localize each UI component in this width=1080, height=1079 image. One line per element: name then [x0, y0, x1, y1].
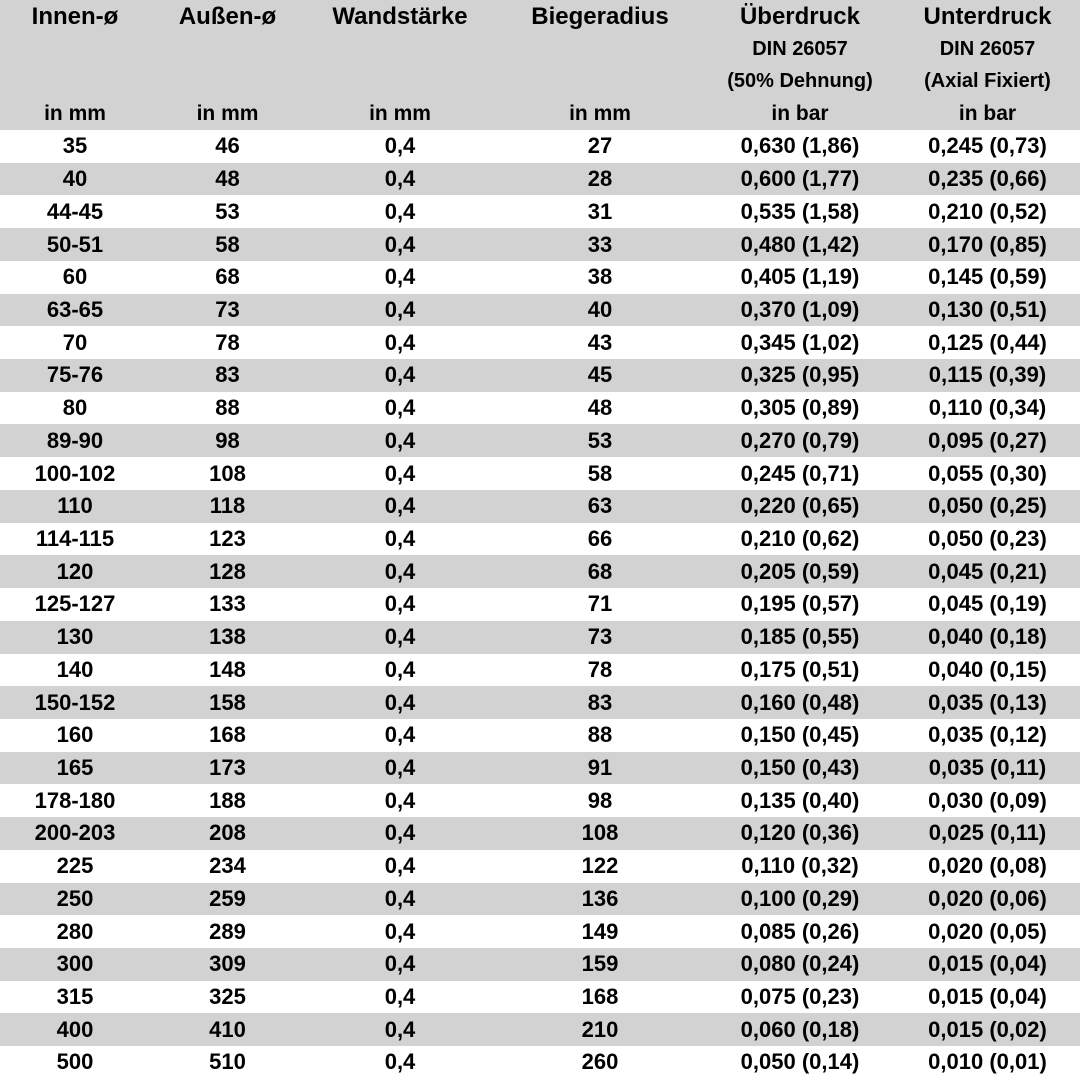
table-cell-biegeradius: 91 [587, 755, 613, 781]
table-cell-wandstaerke: 0,4 [384, 133, 416, 159]
table-row [0, 686, 1080, 719]
table-row [0, 490, 1080, 523]
column-title: Biegeradius [531, 2, 669, 30]
table-cell-wandstaerke: 0,4 [384, 722, 416, 748]
table-cell-unterdruck: 0,245 (0,73) [928, 133, 1047, 159]
table-cell-unterdruck: 0,235 (0,66) [928, 166, 1047, 192]
table-cell-wandstaerke: 0,4 [384, 460, 416, 486]
table-cell-unterdruck: 0,035 (0,11) [928, 755, 1047, 781]
table-cell-aussen-diameter: 138 [209, 624, 246, 650]
table-cell-biegeradius: 159 [581, 951, 619, 977]
table-row [0, 719, 1080, 752]
column-header-unterdruck [895, 0, 1080, 130]
table-cell-aussen-diameter: 53 [215, 198, 240, 224]
table-cell-aussen-diameter: 208 [209, 820, 246, 846]
table-cell-aussen-diameter: 118 [209, 493, 246, 519]
table-cell-ueberdruck: 0,085 (0,26) [740, 918, 860, 944]
table-row [0, 621, 1080, 654]
table-cell-aussen-diameter: 46 [215, 133, 240, 159]
table-cell-biegeradius: 71 [587, 591, 613, 617]
table-row [0, 294, 1080, 327]
column-subtitle-norm [0, 33, 150, 65]
table-row [0, 883, 1080, 916]
table-row [0, 195, 1080, 228]
table-cell-ueberdruck: 0,220 (0,65) [740, 493, 860, 519]
table-cell-biegeradius: 149 [581, 918, 619, 944]
table-cell-wandstaerke: 0,4 [384, 231, 416, 257]
column-subtitle-norm: DIN 26057 [939, 37, 1036, 60]
table-cell-innen-diameter: 70 [62, 329, 88, 355]
column-subtitle-detail [495, 65, 705, 97]
table-cell-innen-diameter: 178-180 [34, 787, 116, 813]
table-cell-unterdruck: 0,045 (0,21) [928, 558, 1047, 584]
table-cell-wandstaerke: 0,4 [384, 427, 416, 453]
table-cell-unterdruck: 0,035 (0,13) [928, 689, 1047, 715]
table-cell-wandstaerke: 0,4 [384, 820, 416, 846]
table-cell-wandstaerke: 0,4 [384, 493, 416, 519]
table-cell-unterdruck: 0,020 (0,05) [928, 918, 1047, 944]
table-cell-biegeradius: 31 [587, 198, 613, 224]
table-row [0, 555, 1080, 588]
table-cell-biegeradius: 108 [581, 820, 619, 846]
table-row [0, 654, 1080, 687]
table-cell-innen-diameter: 225 [56, 853, 94, 879]
table-cell-biegeradius: 28 [587, 166, 613, 192]
table-cell-innen-diameter: 250 [56, 885, 94, 911]
table-row [0, 1046, 1080, 1079]
table-cell-ueberdruck: 0,075 (0,23) [740, 984, 860, 1010]
table-cell-innen-diameter: 315 [56, 984, 94, 1010]
column-subtitle-detail [150, 65, 305, 97]
table-cell-biegeradius: 38 [587, 264, 613, 290]
table-cell-innen-diameter: 89-90 [46, 427, 104, 453]
table-cell-ueberdruck: 0,325 (0,95) [740, 362, 860, 388]
table-cell-wandstaerke: 0,4 [384, 198, 416, 224]
column-title: Unterdruck [923, 2, 1052, 30]
column-subtitle-norm [495, 33, 705, 65]
table-cell-wandstaerke: 0,4 [384, 885, 416, 911]
table-cell-wandstaerke: 0,4 [384, 1049, 416, 1075]
table-cell-aussen-diameter: 289 [209, 918, 246, 944]
table-row [0, 1013, 1080, 1046]
table-cell-unterdruck: 0,170 (0,85) [928, 231, 1047, 257]
table-row [0, 588, 1080, 621]
table-cell-wandstaerke: 0,4 [384, 656, 416, 682]
column-title: Wandstärke [332, 2, 468, 30]
table-cell-innen-diameter: 125-127 [34, 591, 116, 617]
table-cell-innen-diameter: 140 [56, 656, 94, 682]
table-cell-unterdruck: 0,050 (0,25) [928, 493, 1047, 519]
table-cell-wandstaerke: 0,4 [384, 918, 416, 944]
table-cell-aussen-diameter: 148 [209, 656, 246, 682]
table-cell-innen-diameter: 280 [56, 918, 94, 944]
column-unit: in mm [196, 101, 259, 125]
table-cell-innen-diameter: 60 [62, 264, 88, 290]
table-cell-ueberdruck: 0,195 (0,57) [740, 591, 860, 617]
table-cell-aussen-diameter: 410 [209, 1016, 246, 1042]
column-unit: in mm [569, 101, 631, 125]
table-cell-ueberdruck: 0,210 (0,62) [740, 525, 860, 551]
table-cell-biegeradius: 88 [587, 722, 613, 748]
table-cell-biegeradius: 73 [587, 624, 613, 650]
table-cell-wandstaerke: 0,4 [384, 362, 416, 388]
table-cell-unterdruck: 0,130 (0,51) [928, 296, 1047, 322]
table-row [0, 523, 1080, 556]
column-header-biegeradius [495, 0, 705, 130]
column-subtitle-norm [305, 33, 495, 65]
table-cell-unterdruck: 0,015 (0,02) [928, 1016, 1047, 1042]
table-cell-aussen-diameter: 133 [209, 591, 246, 617]
table-cell-wandstaerke: 0,4 [384, 787, 416, 813]
table-cell-biegeradius: 260 [581, 1049, 619, 1075]
table-cell-aussen-diameter: 128 [209, 558, 246, 584]
table-cell-unterdruck: 0,055 (0,30) [928, 460, 1047, 486]
table-cell-ueberdruck: 0,405 (1,19) [740, 264, 860, 290]
table-body [0, 130, 1080, 1079]
table-cell-wandstaerke: 0,4 [384, 296, 416, 322]
table-cell-aussen-diameter: 88 [215, 395, 240, 421]
table-cell-unterdruck: 0,015 (0,04) [928, 984, 1047, 1010]
table-cell-wandstaerke: 0,4 [384, 755, 416, 781]
table-cell-ueberdruck: 0,480 (1,42) [740, 231, 860, 257]
column-subtitle-detail [0, 65, 150, 97]
table-cell-unterdruck: 0,095 (0,27) [928, 427, 1047, 453]
table-cell-aussen-diameter: 48 [215, 166, 240, 192]
column-subtitle-detail: (Axial Fixiert) [924, 69, 1051, 92]
table-cell-unterdruck: 0,045 (0,19) [928, 591, 1047, 617]
table-cell-ueberdruck: 0,270 (0,79) [740, 427, 860, 453]
table-cell-aussen-diameter: 259 [209, 885, 246, 911]
table-cell-innen-diameter: 400 [56, 1016, 94, 1042]
table-cell-ueberdruck: 0,160 (0,48) [740, 689, 860, 715]
table-cell-innen-diameter: 35 [62, 133, 88, 159]
table-cell-biegeradius: 40 [587, 296, 613, 322]
table-cell-aussen-diameter: 325 [209, 984, 246, 1010]
table-cell-wandstaerke: 0,4 [384, 591, 416, 617]
column-title: Außen-ø [178, 2, 277, 30]
table-cell-biegeradius: 98 [587, 787, 613, 813]
column-subtitle-norm [150, 33, 305, 65]
table-cell-biegeradius: 66 [587, 525, 613, 551]
table-cell-biegeradius: 78 [587, 656, 613, 682]
table-cell-innen-diameter: 40 [62, 166, 88, 192]
table-cell-ueberdruck: 0,050 (0,14) [740, 1049, 860, 1075]
table-cell-innen-diameter: 80 [62, 395, 88, 421]
table-cell-aussen-diameter: 168 [209, 722, 246, 748]
table-cell-wandstaerke: 0,4 [384, 166, 416, 192]
table-cell-ueberdruck: 0,175 (0,51) [740, 656, 860, 682]
column-unit: in mm [44, 101, 106, 125]
table-cell-unterdruck: 0,145 (0,59) [928, 264, 1047, 290]
table-row [0, 752, 1080, 785]
table-cell-biegeradius: 210 [581, 1016, 619, 1042]
table-cell-biegeradius: 27 [587, 133, 613, 159]
table-cell-aussen-diameter: 309 [209, 951, 246, 977]
table-cell-innen-diameter: 150-152 [34, 689, 116, 715]
table-cell-aussen-diameter: 158 [209, 689, 246, 715]
table-cell-ueberdruck: 0,600 (1,77) [740, 166, 860, 192]
table-cell-unterdruck: 0,125 (0,44) [928, 329, 1047, 355]
table-cell-wandstaerke: 0,4 [384, 264, 416, 290]
column-subtitle-detail: (50% Dehnung) [727, 69, 873, 92]
table-cell-innen-diameter: 165 [56, 755, 94, 781]
table-cell-ueberdruck: 0,305 (0,89) [740, 395, 860, 421]
column-subtitle-norm: DIN 26057 [752, 37, 848, 60]
table-row [0, 163, 1080, 196]
table-cell-biegeradius: 33 [587, 231, 613, 257]
table-cell-innen-diameter: 160 [56, 722, 94, 748]
table-cell-ueberdruck: 0,150 (0,45) [740, 722, 860, 748]
table-cell-innen-diameter: 63-65 [46, 296, 104, 322]
table-cell-innen-diameter: 75-76 [46, 362, 104, 388]
table-cell-unterdruck: 0,040 (0,18) [928, 624, 1047, 650]
table-cell-wandstaerke: 0,4 [384, 558, 416, 584]
table-cell-innen-diameter: 44-45 [46, 198, 104, 224]
table-cell-innen-diameter: 120 [56, 558, 94, 584]
table-row [0, 359, 1080, 392]
table-row [0, 424, 1080, 457]
table-cell-biegeradius: 168 [581, 984, 619, 1010]
table-cell-ueberdruck: 0,100 (0,29) [740, 885, 860, 911]
table-cell-biegeradius: 63 [587, 493, 613, 519]
column-subtitle-detail [305, 65, 495, 97]
table-cell-unterdruck: 0,115 (0,39) [928, 362, 1047, 388]
table-cell-aussen-diameter: 83 [215, 362, 240, 388]
table-cell-unterdruck: 0,040 (0,15) [928, 656, 1047, 682]
table-cell-unterdruck: 0,010 (0,01) [928, 1049, 1047, 1075]
table-cell-ueberdruck: 0,245 (0,71) [740, 460, 860, 486]
table-cell-ueberdruck: 0,185 (0,55) [740, 624, 860, 650]
table-cell-unterdruck: 0,050 (0,23) [928, 525, 1047, 551]
table-cell-biegeradius: 43 [587, 329, 613, 355]
column-unit: in bar [958, 101, 1017, 125]
table-cell-wandstaerke: 0,4 [384, 395, 416, 421]
table-cell-aussen-diameter: 108 [209, 460, 246, 486]
table-cell-innen-diameter: 114-115 [35, 525, 115, 551]
table-row [0, 850, 1080, 883]
table-cell-ueberdruck: 0,150 (0,43) [740, 755, 860, 781]
table-cell-unterdruck: 0,020 (0,08) [928, 853, 1047, 879]
table-cell-aussen-diameter: 234 [209, 853, 246, 879]
table-row [0, 228, 1080, 261]
table-cell-ueberdruck: 0,060 (0,18) [740, 1016, 860, 1042]
column-header-aussen-diameter [150, 0, 305, 130]
table-cell-innen-diameter: 50-51 [46, 231, 104, 257]
table-cell-aussen-diameter: 173 [209, 755, 246, 781]
table-cell-aussen-diameter: 188 [209, 787, 246, 813]
column-unit: in bar [771, 101, 829, 125]
table-cell-unterdruck: 0,110 (0,34) [928, 395, 1047, 421]
table-cell-biegeradius: 122 [581, 853, 619, 879]
table-cell-unterdruck: 0,015 (0,04) [928, 951, 1047, 977]
table-row [0, 457, 1080, 490]
table-cell-innen-diameter: 130 [56, 624, 94, 650]
table-cell-ueberdruck: 0,345 (1,02) [740, 329, 860, 355]
table-cell-aussen-diameter: 123 [209, 525, 246, 551]
column-unit: in mm [369, 101, 431, 125]
table-cell-biegeradius: 58 [587, 460, 613, 486]
table-cell-innen-diameter: 500 [56, 1049, 94, 1075]
column-header-ueberdruck [705, 0, 895, 130]
column-title: Innen-ø [31, 2, 119, 30]
table-cell-innen-diameter: 110 [57, 493, 93, 519]
table-cell-unterdruck: 0,020 (0,06) [928, 885, 1047, 911]
table-cell-wandstaerke: 0,4 [384, 1016, 416, 1042]
table-cell-biegeradius: 83 [587, 689, 613, 715]
table-cell-ueberdruck: 0,135 (0,40) [740, 787, 860, 813]
table-cell-aussen-diameter: 78 [215, 329, 240, 355]
table-cell-wandstaerke: 0,4 [384, 689, 416, 715]
table-cell-ueberdruck: 0,110 (0,32) [741, 853, 859, 879]
table-cell-ueberdruck: 0,630 (1,86) [740, 133, 860, 159]
table-cell-unterdruck: 0,025 (0,11) [928, 820, 1047, 846]
table-row [0, 948, 1080, 981]
table-cell-wandstaerke: 0,4 [384, 984, 416, 1010]
table-cell-biegeradius: 68 [587, 558, 613, 584]
table-row [0, 915, 1080, 948]
table-cell-wandstaerke: 0,4 [384, 853, 416, 879]
table-row [0, 392, 1080, 425]
table-cell-biegeradius: 45 [587, 362, 613, 388]
table-cell-wandstaerke: 0,4 [384, 525, 416, 551]
table-cell-aussen-diameter: 73 [215, 296, 240, 322]
table-cell-innen-diameter: 100-102 [34, 460, 116, 486]
table-cell-unterdruck: 0,035 (0,12) [928, 722, 1047, 748]
column-header-wandstaerke [305, 0, 495, 130]
table-row [0, 130, 1080, 163]
column-header-innen-diameter [0, 0, 150, 130]
table-cell-biegeradius: 48 [587, 395, 613, 421]
table-cell-biegeradius: 136 [581, 885, 619, 911]
table-cell-aussen-diameter: 510 [209, 1049, 246, 1075]
table-cell-ueberdruck: 0,080 (0,24) [740, 951, 860, 977]
table-cell-innen-diameter: 300 [56, 951, 94, 977]
table-cell-wandstaerke: 0,4 [384, 624, 416, 650]
table-cell-innen-diameter: 200-203 [34, 820, 116, 846]
table-cell-biegeradius: 53 [587, 427, 613, 453]
table-cell-ueberdruck: 0,120 (0,36) [740, 820, 860, 846]
table-cell-ueberdruck: 0,535 (1,58) [740, 198, 860, 224]
table-cell-aussen-diameter: 98 [215, 427, 240, 453]
table-cell-unterdruck: 0,030 (0,09) [928, 787, 1047, 813]
table-row [0, 817, 1080, 850]
table-cell-unterdruck: 0,210 (0,52) [928, 198, 1047, 224]
column-title: Überdruck [739, 2, 861, 30]
table-row [0, 326, 1080, 359]
table-cell-aussen-diameter: 58 [215, 231, 240, 257]
table-row [0, 784, 1080, 817]
table-row [0, 981, 1080, 1014]
table-header [0, 0, 1080, 130]
table-cell-wandstaerke: 0,4 [384, 951, 416, 977]
table-cell-ueberdruck: 0,205 (0,59) [740, 558, 860, 584]
table-cell-ueberdruck: 0,370 (1,09) [740, 296, 860, 322]
table-cell-wandstaerke: 0,4 [384, 329, 416, 355]
table-row [0, 261, 1080, 294]
table-cell-aussen-diameter: 68 [215, 264, 240, 290]
